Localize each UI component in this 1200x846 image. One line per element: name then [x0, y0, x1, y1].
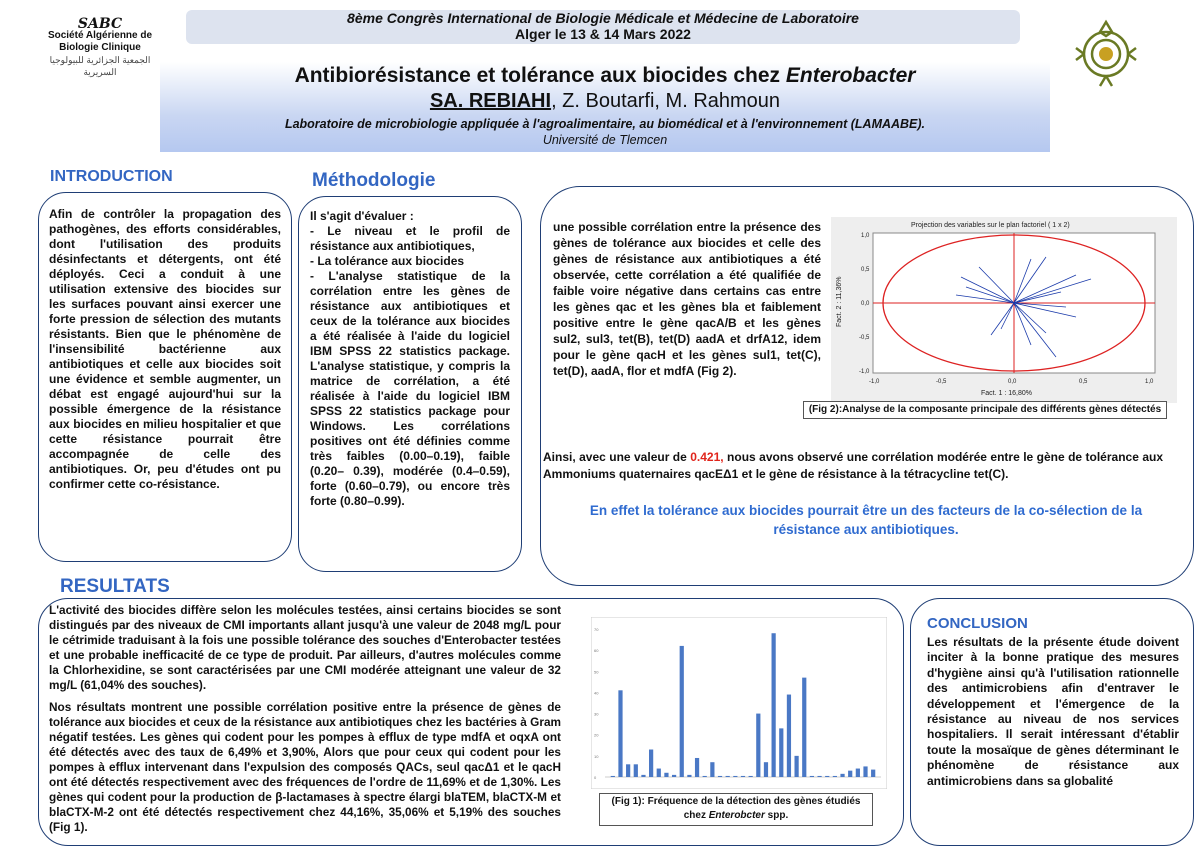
introduction-text: Afin de contrôler la propagation des pathogènes, des efforts considérables, dont l'utilisation des produits désinfectants et détergents, ont été déployés. Ceci a conduit à une utilisation extensive des biocides sur les surfaces pouvant ainsi exercer une forte pression de sélection des mutants résistants. Bien que le phénomène de l'insensibilité bactérienne aux antibiotiques et celle aux biocides soit une évidence et semble augmenter, un débat est engagé aujourd'hui sur la possible émergence de la résistance aux biocides en milieu hospitalier et que cette résistance pourrait être accompagnée de celle des antibiotiques. Or, peu d'études ont pu confirmer cette co-résistance. [49, 207, 281, 491]
methodology-box [298, 196, 522, 572]
main-author: SA. REBIAHI [429, 90, 552, 112]
svg-text:-0,5: -0,5 [936, 379, 947, 385]
svg-text:1,0: 1,0 [1145, 379, 1154, 385]
congress-date: Alger le 13 & 14 Mars 2022 [515, 26, 691, 42]
chart-bar [794, 756, 798, 777]
correlation-text: une possible corrélation entre la présence des gènes de tolérance aux biocides et celle des gènes de résistance aux antibiotiques a été observée, cette corrélation a été qualifiée de faible voire négative dans certains cas entre les gènes qac et les gènes bla et faiblement positive entre le gène qacA/B et les gènes sul2, sul3, tet(B), tet(D) aadA et drfA12, idem pour le gène qacH et les gènes sul1, tet(C), tet(D), aadA, flor et mdfA (Fig 2). [553, 220, 821, 378]
methodology-title: Méthodologie [312, 170, 436, 191]
chart-bar [764, 762, 768, 777]
conclusion-text: Les résultats de la présente étude doivent inciter à la bonne pratique des mesures d'hygiène ainsi qu'à l'utilisation rationnelle des antimicrobiens afin d'entraver le développement et l'émergence de la résistance au niveau de nos services hospitaliers. Il serait intéressant d'établir toute la mosaïque de gènes déterminant le phénomène de résistance aux antimicrobiens dans sa globalité [927, 635, 1179, 788]
pca-title: Projection des variables sur le plan factoriel ( 1 x 2) [911, 222, 1070, 229]
fig1-caption: (Fig 1): Fréquence de la détection des gènes étudiés chez Enterobcter spp. [599, 793, 873, 826]
gene-frequency-chart [591, 617, 887, 789]
results-box [38, 598, 904, 846]
chart-bar [664, 773, 668, 777]
chart-bar [680, 646, 684, 777]
chart-y-tick: 50 [594, 669, 599, 675]
chart-y-tick: 10 [594, 753, 599, 759]
chart-bar [833, 776, 837, 777]
chart-bar [772, 633, 776, 777]
chart-bar [810, 776, 814, 777]
svg-text:0,0: 0,0 [861, 301, 870, 307]
chart-bar [863, 766, 867, 777]
svg-text:0,5: 0,5 [1079, 379, 1088, 385]
chart-y-tick: 30 [594, 711, 599, 717]
university-seal-icon [1072, 14, 1140, 90]
congress-title: 8ème Congrès International de Biologie Médicale et Médecine de Laboratoire [347, 10, 859, 26]
methodology-item-1: - Le niveau et le profil de résistance aux antibiotiques, [310, 224, 510, 253]
key-finding: En effet la tolérance aux biocides pourrait être un des facteurs de la co-sélection de la résistance aux antibiotiques. [589, 503, 1143, 537]
chart-bar [779, 728, 783, 777]
chart-bar [787, 695, 791, 777]
chart-bar [741, 776, 745, 777]
correlation-box [540, 186, 1194, 586]
society-name: Société Algérienne de Biologie Clinique [47, 30, 153, 53]
chart-bar [634, 764, 638, 777]
poster-title-block [160, 62, 1050, 152]
results-text [49, 603, 561, 835]
society-name-arabic: الجمعية الجزائرية للبيولوجيا السريرية [49, 55, 151, 77]
chart-frame [591, 617, 887, 789]
results-paragraph-2: Nos résultats montrent une possible corrélation positive entre la présence de gènes de tolérance aux biocides et ceux de la résistance aux antibiotiques chez les bactéries à Gram négatif testées. Les gènes qui codent pour les pompes à efflux de type mdfA et oqxA ont été détectés avec des taux de 6,49% et 3,90%, Alors que pour ceux qui codent pour les pompes à efflux intervenant dans l'expulsion des composés QACs, seul qacΔ1 et le qacH ont été détectés respectivement avec des fréquences de l'ordre de 11,69% et de 1,30%. Les gènes qui codent pour la production de β-lactamases à spectre élargi blaTEM, blaCTX-M et blaCTX-M-2 ont été détectés respectivement chez 44,16%, 35,06% et 5,19% des souches (Fig 1). [49, 700, 561, 834]
chart-y-tick: 20 [594, 732, 599, 738]
chart-bar [618, 690, 622, 777]
chart-bar [611, 776, 615, 777]
chart-bar [848, 771, 852, 777]
svg-text:0,0: 0,0 [1008, 379, 1017, 385]
university: Université de Tlemcen [542, 133, 668, 147]
chart-bar [856, 769, 860, 777]
pca-y-label: Fact. 2 : 11,36% [836, 276, 843, 327]
chart-bar [871, 770, 875, 777]
chart-bar [817, 776, 821, 777]
chart-bar [733, 776, 737, 777]
chart-bar [756, 714, 760, 777]
results-paragraph-1: L'activité des biocides diffère selon les molécules testées, ainsi certains biocides se sont distingués par des niveaux de CMI importants allant jusqu'à une valeur de 2048 mg/L pour le cétrimide traduisant à la fois une possible tolérance des souches d'Enterobacter testées et une probable inefficacité de ce type de produit. Par ailleurs, d'autres molécules comme la Chlorhexidine, se sont caractérisées par une CMI modérée atteignant une valeur de 32 mg/L (61,04% des souches). [49, 603, 561, 692]
society-signature: SABC [77, 16, 123, 32]
conclusion-title: CONCLUSION [927, 615, 1028, 632]
pca-x-label: Fact. 1 : 16,80% [981, 390, 1032, 397]
correlation-value: 0.421, [690, 450, 724, 464]
conclusion-box [910, 598, 1194, 846]
laboratory: Laboratoire de microbiologie appliquée à l'agroalimentaire, au biomédical et à l'environnement (LAMAABE). [284, 117, 926, 131]
pca-figure [831, 217, 1177, 403]
chart-y-tick: 0 [594, 775, 597, 780]
authors [160, 90, 1050, 113]
introduction-box [38, 192, 292, 562]
poster-title: Antibiorésistance et tolérance aux biocides chez Enterobacter [294, 64, 916, 87]
poster-title-genus: Enterobacter [785, 64, 916, 87]
chart-bar [657, 769, 661, 777]
chart-bar [802, 678, 806, 777]
svg-text:-1,0: -1,0 [869, 379, 880, 385]
svg-text:-1,0: -1,0 [859, 369, 870, 375]
chart-bar [825, 776, 829, 777]
chart-y-tick: 40 [594, 690, 599, 696]
chart-bar [626, 764, 630, 777]
chart-bar [672, 775, 676, 777]
introduction-title: INTRODUCTION [50, 168, 173, 185]
results-title: RESULTATS [60, 576, 170, 597]
chart-bar [649, 750, 653, 777]
chart-y-tick: 70 [594, 627, 599, 632]
chart-bar [726, 776, 730, 777]
fig2-caption: (Fig 2):Analyse de la composante principale des différents gènes détectés [803, 401, 1167, 419]
chart-bar [641, 775, 645, 777]
chart-y-tick: 60 [594, 648, 599, 654]
co-authors: , Z. Boutarfi, M. Rahmoun [551, 90, 781, 112]
methodology-item-3: - L'analyse statistique de la corrélation entre les gènes de résistance aux antibiotiques et ceux de la tolérance aux biocides a été réalisée à l'aide du logiciel IBM SPSS 22 statistics package. L'analyse statistique, y compris la matrice de corrélation, a été réalisée à l'aide du logiciel IBM SPSS 22 statistics package pour Windows. Les corrélations positives ont été définies comme très faibles (0.00–0.19), faible (0.20– 0.39), modérée (0.4–0.59), forte (0.60–0.79), ou encore très forte (0.80–0.99). [310, 269, 510, 508]
svg-text:0,5: 0,5 [861, 267, 870, 273]
svg-text:1,0: 1,0 [861, 233, 870, 239]
chart-bar [718, 776, 722, 777]
methodology-text [310, 209, 510, 509]
society-logo [40, 18, 160, 78]
chart-bar [840, 774, 844, 777]
chart-bar [749, 776, 753, 777]
chart-bar [695, 758, 699, 777]
methodology-intro: Il s'agit d'évaluer : [310, 209, 414, 223]
chart-bar [710, 762, 714, 777]
chart-bar [687, 775, 691, 777]
chart-bar [703, 776, 707, 777]
correlation-value-text: Ainsi, avec une valeur de 0.421, nous avons observé une corrélation modérée entre le gène de tolérance aux Ammoniums quaternaires qacEΔ1 et le gène de résistance à la tétracycline tet(C). [543, 450, 1163, 481]
svg-text:-0,5: -0,5 [859, 335, 870, 341]
congress-banner [186, 10, 1020, 44]
methodology-item-2: - La tolérance aux biocides [310, 254, 465, 268]
